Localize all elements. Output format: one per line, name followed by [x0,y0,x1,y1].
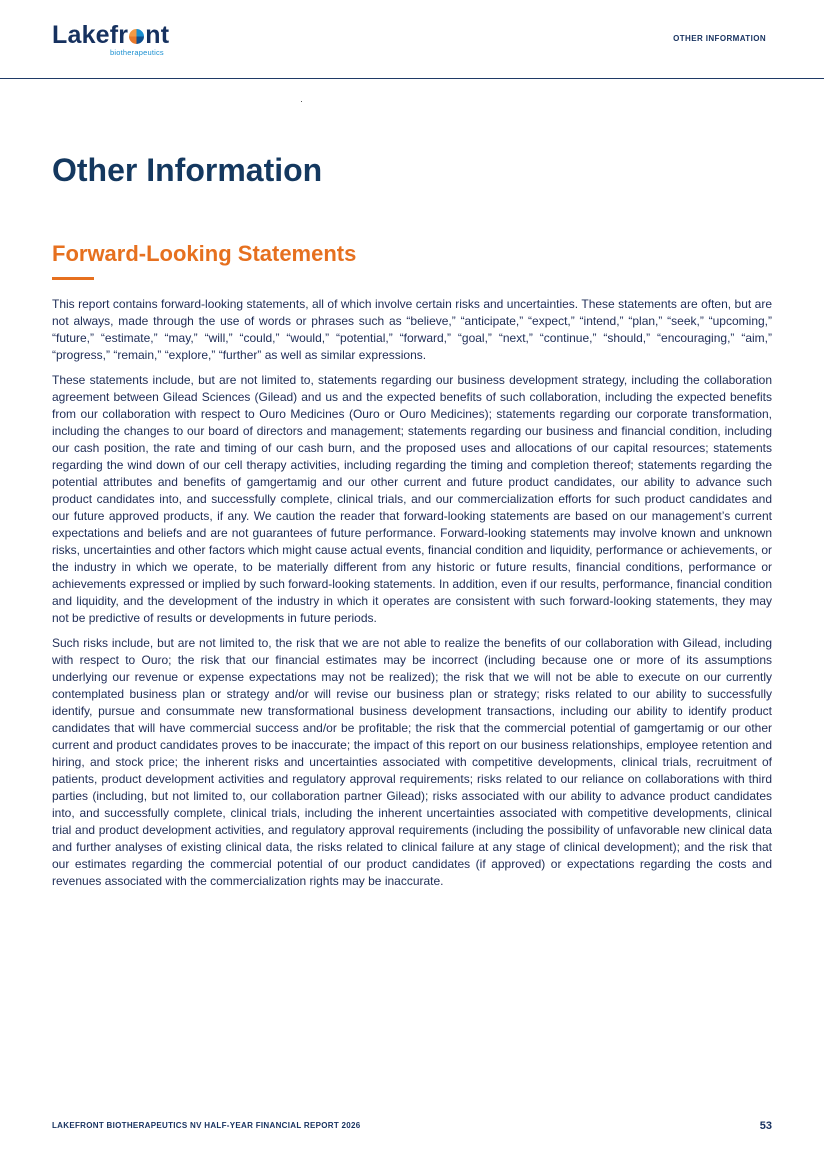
paragraph-1: This report contains forward-looking statements, all of which involve certain risks and uncertainties. These statements are often, but are not always, made through the use of words or phrases such as “believe,” “anticipate,” “expect,” “intend,” “plan,” “seek,” “upcoming,” “future,” “estimate,” “may,” “will,” “could,” “would,” “potential,” “forward,” “goal,” “next,” “continue,” “should,” “encouraging,” “aim,” “progress,” “remain,” “explore,” “further” as well as similar expressions. [52,297,772,362]
body-text [52,296,772,898]
page-header [0,0,824,79]
logo-subtitle: biotherapeutics [110,48,164,57]
footer-report-label: LAKEFRONT BIOTHERAPEUTICS NV HALF-YEAR FINANCIAL REPORT 2026 [52,1121,361,1130]
page-title: Other Information [52,152,323,188]
header-section-label: OTHER INFORMATION [673,34,766,43]
stray-dot [301,101,302,102]
logo-word-end: nt [145,21,170,49]
paragraph-2: These statements include, but are not limited to, statements regarding our business development strategy, including the collaboration agreement between Gilead Sciences (Gilead) and us and the expected benefits of such collaboration, including the expected benefits from our collaboration with respect to Ouro Medicines (Ouro or Ouro Medicines); statements regarding our corporate transformation, including the changes to our board of directors and management; statements regarding our business and financial condition, including our cash position, the rate and timing of our cash burn, and the proposed uses and allocations of our capital resources; statements regarding the wind down of our cell therapy activities, including regarding the timing and completion thereof; statements regarding the potential attributes and benefits of gamgertamig and our other current and future product candidates, our ability to advance such product candidates into, and successfully complete, clinical trials, and our commercialization efforts for such product candidates and our future approved products, if any. We caution the reader that forward-looking statements are based on our management’s current expectations and beliefs and are not guarantees of future performance. Forward-looking statements may involve known and unknown risks, uncertainties and other factors which might cause actual events, financial condition and liquidity, performance or achievements, or the industry in which we operate, to be materially different from any historic or future results, financial conditions, performance or achievements expressed or implied by such forward-looking statements. In addition, even if our results, performance, financial condition and liquidity, and the development of the industry in which it operates are consistent with such forward-looking statements, they may not be predictive of results or developments in future periods. [52,373,772,625]
section-title: Forward-Looking Statements [52,241,357,266]
page-number: 53 [759,1120,772,1132]
logo-word-start: Lakefr [52,21,129,49]
company-logo [52,20,212,60]
logo-o-mark-icon [129,29,144,44]
section-underline [52,277,94,280]
logo-wordmark [52,20,169,50]
paragraph-3: Such risks include, but are not limited to, the risk that we are not able to realize the benefits of our collaboration with Gilead, including with respect to Ouro; the risk that our financial estimates may be incorrect (including because one or more of its assumptions underlying our revenue or expense expectations may not be realized); the risk that we will not be able to execute on our currently contemplated business plan or strategy and/or will revise our business plan or strategy; risks related to our ability to successfully identify, pursue and consummate new transformational business development transactions, including our ability to identify product candidates that will have commercial success and/or be profitable; the risk that the commercial potential of gamgertamig or our other current and product candidates proves to be inaccurate; the impact of this report on our business relationships, employee retention and hiring, and stock price; the inherent risks and uncertainties associated with competitive developments, clinical trials, recruitment of patients, product development activities and regulatory approval requirements; risks related to our reliance on collaborations with third parties (including, but not limited to, our collaboration partner Gilead); risks associated with our ability to advance product candidates into, and successfully complete, clinical trials, including the inherent uncertainties associated with competitive developments, clinical trial and product development activities, and regulatory approval requirements (including the possibility of unfavorable new clinical data and further analyses of existing clinical data, the risks related to clinical failure at any stage of clinical development); and the risk that our estimates regarding the commercial potential of our product candidates (if approved) or expectations regarding the costs and revenues associated with the commercialization rights may be inaccurate. [52,636,772,888]
